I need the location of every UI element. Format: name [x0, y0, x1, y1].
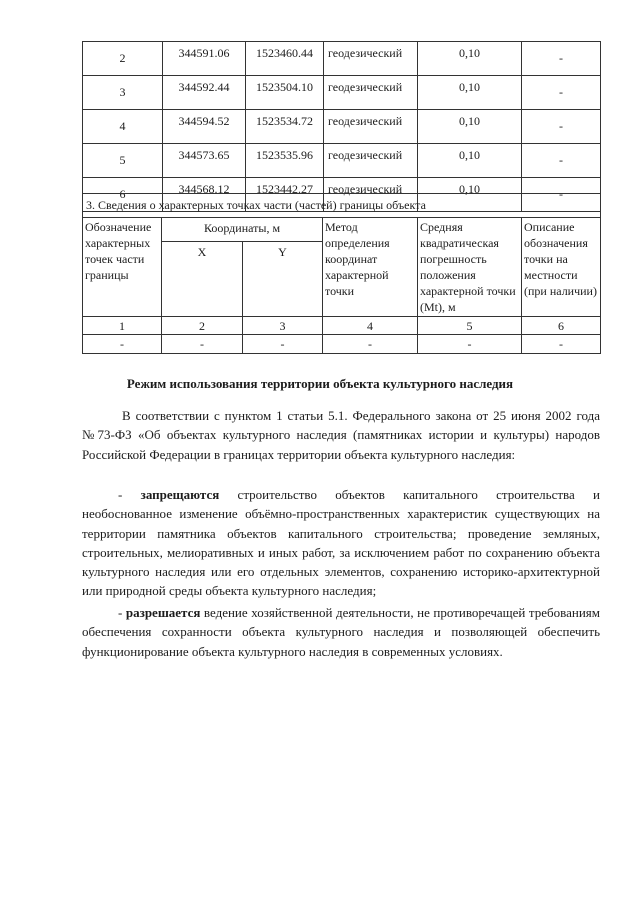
- x-coordinate: 344591.06: [163, 42, 246, 76]
- table-row: [83, 76, 601, 110]
- column-number: 1: [83, 317, 162, 335]
- section-title: 3. Сведения о характерных точках части (частей) границы объекта: [83, 194, 601, 218]
- prohibited-keyword: запрещаются: [140, 487, 220, 502]
- allowed-keyword: разрешается: [125, 605, 201, 620]
- error-value: 0,10: [418, 110, 522, 144]
- prohibited-text: строительство объектов капитального строительства и необоснованное изменение объёмно-пространственных характеристик существующих на территории памятника объектов капитального строительства; проведение земляных, строительных, мелиоративных и иных работ, за исключением работ по сохранению объекта культурного наследия или его отдельных элементов, сохранению историко-архитектурной или природной среды объекта культурного наследия;: [82, 487, 600, 599]
- y-coordinate: 1523535.96: [246, 144, 324, 178]
- column-number: 2: [162, 317, 243, 335]
- allowed-paragraph: [82, 603, 600, 661]
- y-coordinate: 1523534.72: [246, 110, 324, 144]
- table-row: [83, 144, 601, 178]
- empty-cell: -: [522, 335, 601, 354]
- empty-data-row: [83, 335, 601, 354]
- error-value: 0,10: [418, 42, 522, 76]
- x-coordinate: 344568.12: [163, 178, 246, 212]
- y-coordinate: 1523460.44: [246, 42, 324, 76]
- allowed-text: ведение хозяйственной деятельности, не противоречащей требованиям обеспечения сохранности объекта культурного наследия и позволяющей обеспечить функционирование объекта культурного наследия в современных условиях.: [82, 605, 600, 659]
- header-x: X: [162, 241, 243, 316]
- row-number: 3: [83, 76, 163, 110]
- description: -: [522, 42, 601, 76]
- row-number: 5: [83, 144, 163, 178]
- error-value: 0,10: [418, 178, 522, 212]
- row-number: 2: [83, 42, 163, 76]
- method: геодезический: [324, 76, 418, 110]
- table-row: [83, 42, 601, 76]
- column-number: 3: [243, 317, 323, 335]
- y-coordinate: 1523442.27: [246, 178, 324, 212]
- description: -: [522, 144, 601, 178]
- empty-cell: -: [162, 335, 243, 354]
- method: геодезический: [324, 178, 418, 212]
- column-numbers-row: [83, 317, 601, 335]
- column-number: 5: [418, 317, 522, 335]
- error-value: 0,10: [418, 76, 522, 110]
- row-number: 4: [83, 110, 163, 144]
- row-number: 6: [83, 178, 163, 212]
- method: геодезический: [324, 144, 418, 178]
- empty-cell: -: [323, 335, 418, 354]
- header-description: Описание обозначения точки на местности (при наличии): [522, 218, 601, 317]
- intro-paragraph: В соответствии с пунктом 1 статьи 5.1. Федерального закона от 25 июня 2002 года №73-ФЗ «Об объектах культурного наследия (памятниках истории и культуры) народов Российской Федерации в границах территории объекта культурного наследия:: [82, 408, 600, 462]
- header-method: Метод определения координат характерной точки: [323, 218, 418, 317]
- regime-title: Режим использования территории объекта культурного наследия: [126, 376, 514, 391]
- column-number: 6: [522, 317, 601, 335]
- y-coordinate: 1523504.10: [246, 76, 324, 110]
- description: -: [522, 178, 601, 212]
- header-error: Средняя квадратическая погрешность положения характерной точки (Mt), м: [418, 218, 522, 317]
- method: геодезический: [324, 42, 418, 76]
- empty-cell: -: [243, 335, 323, 354]
- empty-cell: -: [418, 335, 522, 354]
- boundary-points-table: [82, 41, 601, 212]
- boundary-points-table-body: [83, 42, 601, 212]
- header-coordinates: Координаты, м: [162, 218, 323, 242]
- x-coordinate: 344573.65: [163, 144, 246, 178]
- prohibited-paragraph: [82, 485, 600, 601]
- error-value: 0,10: [418, 144, 522, 178]
- prohibited-prefix: -: [118, 487, 141, 502]
- x-coordinate: 344594.52: [163, 110, 246, 144]
- table-row: [83, 110, 601, 144]
- description: -: [522, 110, 601, 144]
- header-y: Y: [243, 241, 323, 316]
- x-coordinate: 344592.44: [163, 76, 246, 110]
- column-number: 4: [323, 317, 418, 335]
- empty-cell: -: [83, 335, 162, 354]
- part-boundary-points-table: [82, 193, 601, 354]
- header-designation: Обозначение характерных точек части границы: [83, 218, 162, 317]
- description: -: [522, 76, 601, 110]
- allowed-prefix: -: [118, 605, 126, 620]
- method: геодезический: [324, 110, 418, 144]
